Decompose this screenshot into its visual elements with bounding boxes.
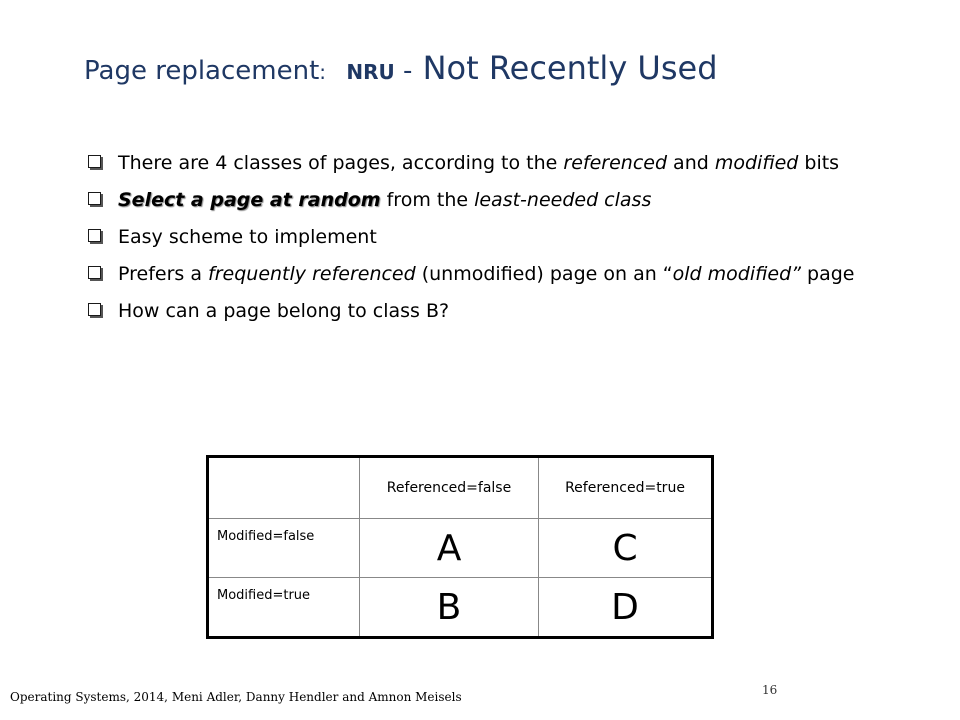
bullet-prefers	[84, 261, 864, 287]
b3-text: Easy scheme to implement	[118, 226, 377, 248]
title-nru: NRU	[346, 60, 395, 84]
footer-credit: Operating Systems, 2014, Meni Adler, Danny Hendler and Amnon Meisels	[10, 690, 462, 704]
bullet-easy-scheme	[84, 224, 864, 250]
b1-text-a: There are 4 classes of pages, according to the	[118, 152, 564, 174]
table-header-row	[208, 457, 713, 519]
b2-text-c: least-needed class	[474, 189, 652, 211]
title-colon: :	[319, 60, 327, 84]
b5-text: How can a page belong to class B?	[118, 300, 450, 322]
title-sep: -	[394, 56, 413, 86]
b1-text-d: modified	[714, 152, 799, 174]
title-lead: Page replacement	[84, 56, 320, 86]
table-row	[208, 578, 713, 638]
title-rest: Not Recently Used	[422, 49, 718, 87]
bullet-select-random	[84, 187, 864, 213]
nru-class-table	[206, 455, 714, 639]
bullet-classes	[84, 150, 864, 176]
bullet-list	[84, 150, 864, 335]
checkbox-bullet-icon	[88, 303, 101, 316]
page-number: 16	[762, 683, 778, 697]
table-corner-cell	[208, 457, 360, 519]
b4-text-a: Prefers a	[118, 263, 209, 285]
b1-text-b: referenced	[563, 152, 668, 174]
checkbox-bullet-icon	[88, 266, 101, 279]
slide-title	[84, 49, 718, 87]
checkbox-bullet-icon	[88, 229, 101, 242]
b4-text-c: (unmodified) page on an “	[415, 263, 673, 285]
row-label-modified-false: Modified=false	[208, 519, 360, 578]
table-row	[208, 519, 713, 578]
col-header-referenced-true: Referenced=true	[539, 457, 713, 519]
class-cell-c: C	[539, 519, 713, 578]
b4-text-b: frequently referenced	[208, 263, 416, 285]
class-cell-d: D	[539, 578, 713, 638]
b2-text-b: from the	[380, 189, 475, 211]
class-cell-b: B	[360, 578, 539, 638]
row-label-modified-true: Modified=true	[208, 578, 360, 638]
class-cell-a: A	[360, 519, 539, 578]
checkbox-bullet-icon	[88, 192, 101, 205]
b4-text-d: old modified”	[672, 263, 801, 285]
b4-text-e: page	[800, 263, 855, 285]
b1-text-c: and	[667, 152, 715, 174]
b1-text-e: bits	[798, 152, 840, 174]
b2-text-a: Select a page at random	[118, 189, 381, 211]
bullet-class-b-question	[84, 298, 864, 324]
col-header-referenced-false: Referenced=false	[360, 457, 539, 519]
checkbox-bullet-icon	[88, 155, 101, 168]
